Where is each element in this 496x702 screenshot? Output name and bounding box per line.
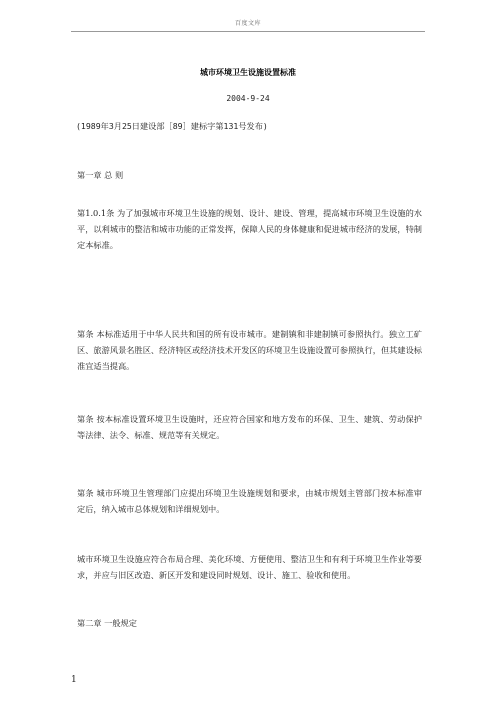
paragraph-3: 第条 按本标准设置环境卫生设施时，还应符合国家和地方发布的环保、卫生、建筑、劳动保护等法律、法令、标准、规范等有关规定。 [77, 414, 422, 440]
page-number: 1 [71, 675, 77, 685]
paragraph-2: 第条 本标准适用于中华人民共和国的所有设市城市。建制镇和非建制镇可参照执行。独立工矿区、旅游风景名胜区、经济特区或经济技术开发区的环境卫生设施设置可参照执行，但其建设标准宜适当提高。 [77, 329, 422, 371]
document-title: 城市环境卫生设施设置标准 [200, 67, 296, 77]
paragraph-1: 第1.0.1条 为了加强城市环境卫生设施的规划、设计、建设、管理，提高城市环境卫生设施的水平，以利城市的整洁和城市功能的正常发挥，保障人民的身体健康和促进城市经济的发展，特制定本标准。 [77, 208, 422, 250]
page-header-site: 百度文库 [234, 20, 261, 27]
chapter-2-heading: 第二章 一般规定 [77, 618, 137, 628]
paragraph-4: 第条 城市环境卫生管理部门应提出环境卫生设施规划和要求，由城市规划主管部门按本标准审定后，纳入城市总体规划和详细规划中。 [77, 488, 422, 514]
chapter-1-heading: 第一章 总 则 [77, 170, 124, 180]
header-divider [71, 31, 425, 32]
document-date: 2004-9-24 [226, 94, 270, 103]
issuance-note: (1989年3月25日建设部［89］建标字第131号发布) [76, 121, 268, 131]
paragraph-5: 城市环境卫生设施应符合布局合理、美化环境、方便使用、整洁卫生和有利于环境卫生作业等要求，并应与旧区改造、新区开发和建设同时规划、设计、施工、验收和使用。 [77, 554, 422, 580]
